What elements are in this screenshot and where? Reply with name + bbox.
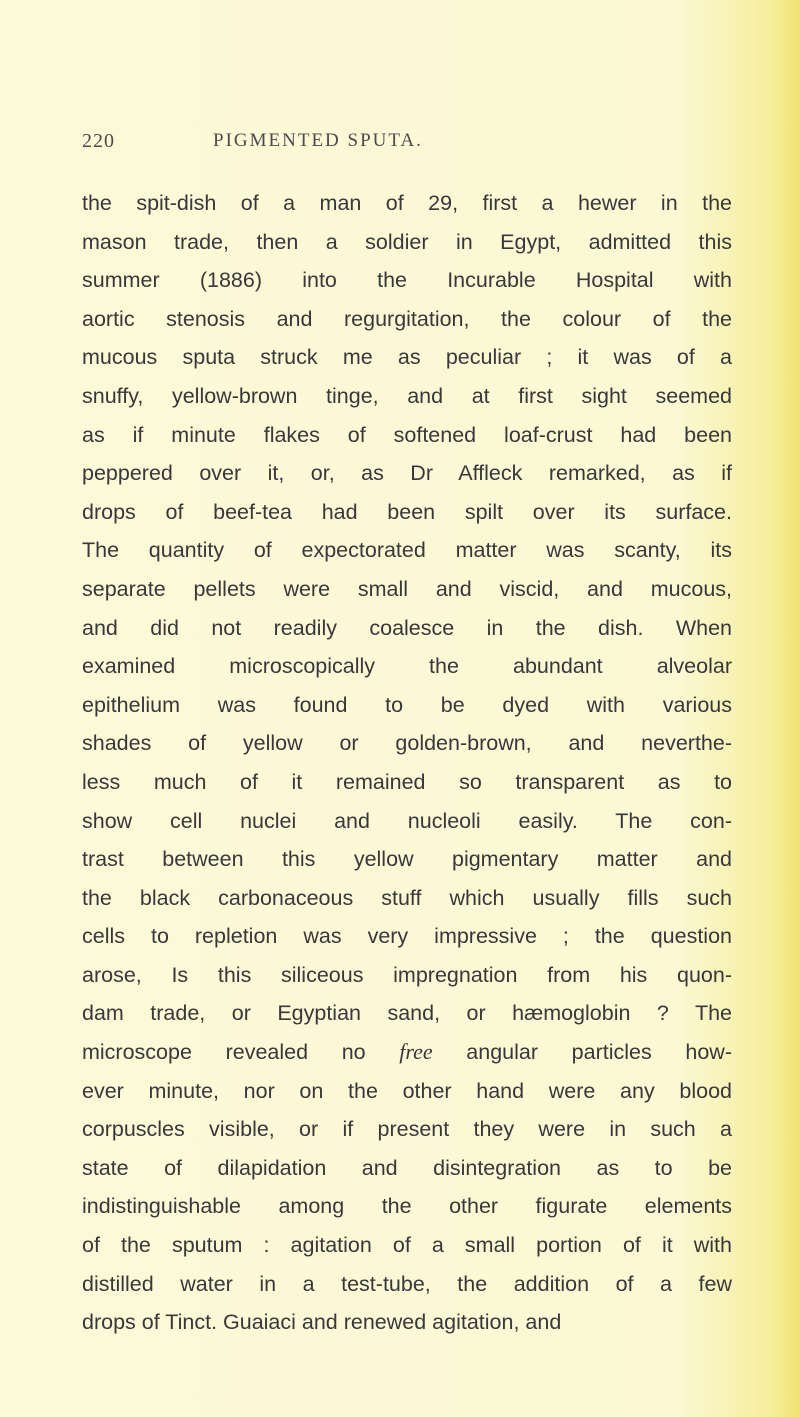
text-line: aortic stenosis and regurgitation, the colour of the xyxy=(82,306,732,331)
text-line: examined microscopically the abundant alveolar xyxy=(82,654,732,679)
text-fragment: angular particles how- xyxy=(432,1040,732,1065)
text-line: the black carbonaceous stuff which usually fills such xyxy=(82,885,732,910)
text-fragment: microscope revealed no xyxy=(82,1040,400,1065)
text-line: distilled water in a test-tube, the addition of a few xyxy=(82,1271,732,1296)
text-line: show cell nuclei and nucleoli easily. The con- xyxy=(82,808,732,833)
page-header xyxy=(82,130,782,162)
text-line: trast between this yellow pigmentary matter and xyxy=(82,847,732,872)
text-line: less much of it remained so transparent as to xyxy=(82,769,732,794)
text-line: The quantity of expectorated matter was scanty, its xyxy=(82,538,732,563)
text-line: corpuscles visible, or if present they were in such a xyxy=(82,1117,732,1142)
text-line: snuffy, yellow-brown tinge, and at first sight seemed xyxy=(82,383,732,408)
text-line: drops of Tinct. Guaiaci and renewed agitation, and xyxy=(82,1310,562,1335)
italic-word: free xyxy=(399,1039,433,1065)
text-line: summer (1886) into the Incurable Hospital with xyxy=(82,268,732,293)
running-head: PIGMENTED SPUTA. xyxy=(213,130,423,151)
text-line: shades of yellow or golden-brown, and neverthe- xyxy=(82,731,732,756)
text-line-with-italic xyxy=(82,1033,732,1072)
text-line: the spit-dish of a man of 29, first a hewer in the xyxy=(82,191,732,215)
text-line: dam trade, or Egyptian sand, or hæmoglobin ? The xyxy=(82,1001,732,1026)
text-line: ever minute, nor on the other hand were any blood xyxy=(82,1078,732,1103)
text-line: separate pellets were small and viscid, and mucous, xyxy=(82,576,732,601)
text-line: peppered over it, or, as Dr Affleck remarked, as if xyxy=(82,461,732,486)
text-line: and did not readily coalesce in the dish. When xyxy=(82,615,732,640)
text-line: indistinguishable among the other figurate elements xyxy=(82,1194,732,1219)
text-line: arose, Is this siliceous impregnation from his quon- xyxy=(82,962,732,987)
page-number: 220 xyxy=(82,130,115,152)
text-line: epithelium was found to be dyed with various xyxy=(82,692,732,717)
text-line: cells to repletion was very impressive ; the question xyxy=(82,924,732,949)
text-line: mucous sputa struck me as peculiar ; it was of a xyxy=(82,345,732,370)
text-line: mason trade, then a soldier in Egypt, admitted this xyxy=(82,229,732,254)
text-line: state of dilapidation and disintegration as to be xyxy=(82,1155,732,1180)
body-text xyxy=(82,184,732,1342)
text-line: of the sputum : agitation of a small portion of it with xyxy=(82,1233,732,1258)
text-line: drops of beef-tea had been spilt over its surface. xyxy=(82,499,732,524)
text-line: as if minute flakes of softened loaf-crust had been xyxy=(82,422,732,447)
